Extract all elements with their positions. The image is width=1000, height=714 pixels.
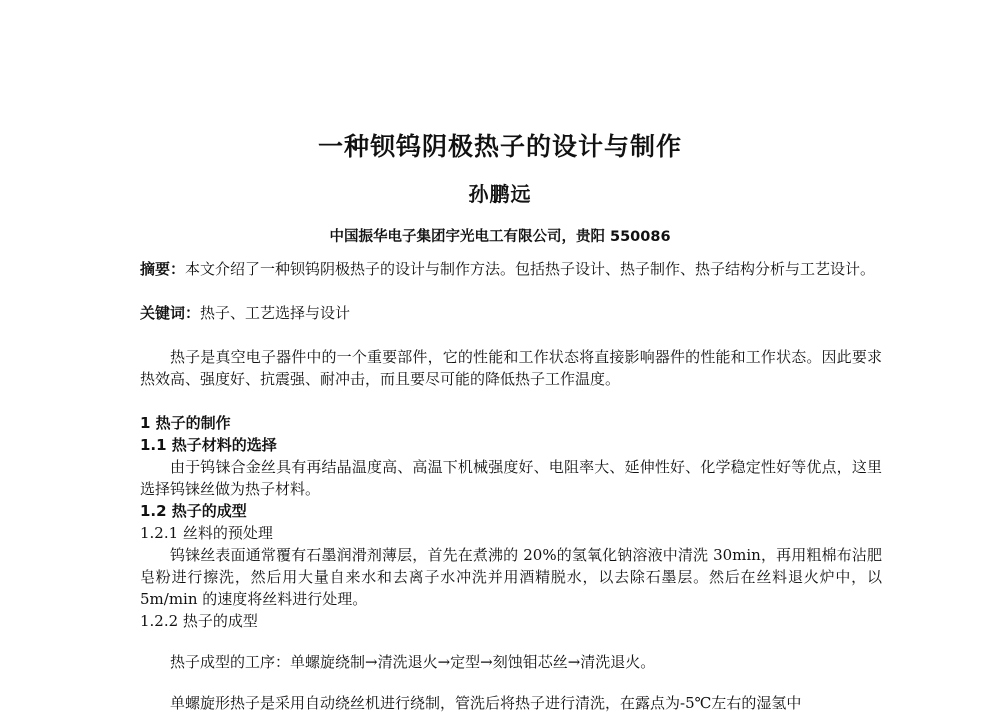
keywords: [140, 302, 882, 324]
section-1-2-2-cut-line: 单螺旋形热子是采用自动绕丝机进行绕制，管洗后将热子进行清洗，在露点为-5℃左右的湿氢中: [170, 694, 802, 712]
keywords-label: 关键词：: [140, 304, 201, 322]
section-1-1-heading: 1.1 热子材料的选择: [140, 436, 277, 454]
author-name: 孙鹏远: [468, 182, 532, 206]
section-1-1-paragraph: 由于钨铼合金丝具有再结晶温度高、高温下机械强度好、电阻率大、延伸性好、化学稳定性好等优点，这里选择钨铼丝做为热子材料。: [140, 458, 882, 498]
section-1-heading: 1 热子的制作: [140, 414, 231, 432]
section-1-2-1-paragraph: 钨铼丝表面通常覆有石墨润滑剂薄层，首先在煮沸的 20%的氢氧化钠溶液中清洗 30min，再用粗棉布沾肥皂粉进行擦洗，然后用大量自来水和去离子水冲洗并用酒精脱水，以去除石墨层。然后在丝料退火炉中，以 5m/min 的速度将丝料进行处理。: [140, 546, 882, 608]
section-1-2-2-paragraph: 热子成型的工序：单螺旋绕制→清洗退火→定型→刻蚀钼芯丝→清洗退火。: [170, 653, 656, 671]
abstract-label: 摘要：: [140, 260, 186, 278]
keywords-text: 热子、工艺选择与设计: [200, 304, 351, 322]
abstract: [140, 258, 882, 280]
section-1-2-2-heading: 1.2.2 热子的成型: [140, 612, 258, 630]
abstract-text: 本文介绍了一种钡钨阴极热子的设计与制作方法。包括热子设计、热子制作、热子结构分析与工艺设计。: [185, 260, 876, 278]
paper-title: 一种钡钨阴极热子的设计与制作: [317, 132, 682, 161]
author-affiliation: 中国振华电子集团宇光电工有限公司，贵阳 550086: [329, 229, 671, 245]
section-1-2-heading: 1.2 热子的成型: [140, 502, 247, 520]
intro-paragraph: 热子是真空电子器件中的一个重要部件，它的性能和工作状态将直接影响器件的性能和工作状态。因此要求热效高、强度好、抗震强、耐冲击，而且要尽可能的降低热子工作温度。: [140, 348, 882, 388]
section-1-2-1-heading: 1.2.1 丝料的预处理: [140, 524, 273, 542]
